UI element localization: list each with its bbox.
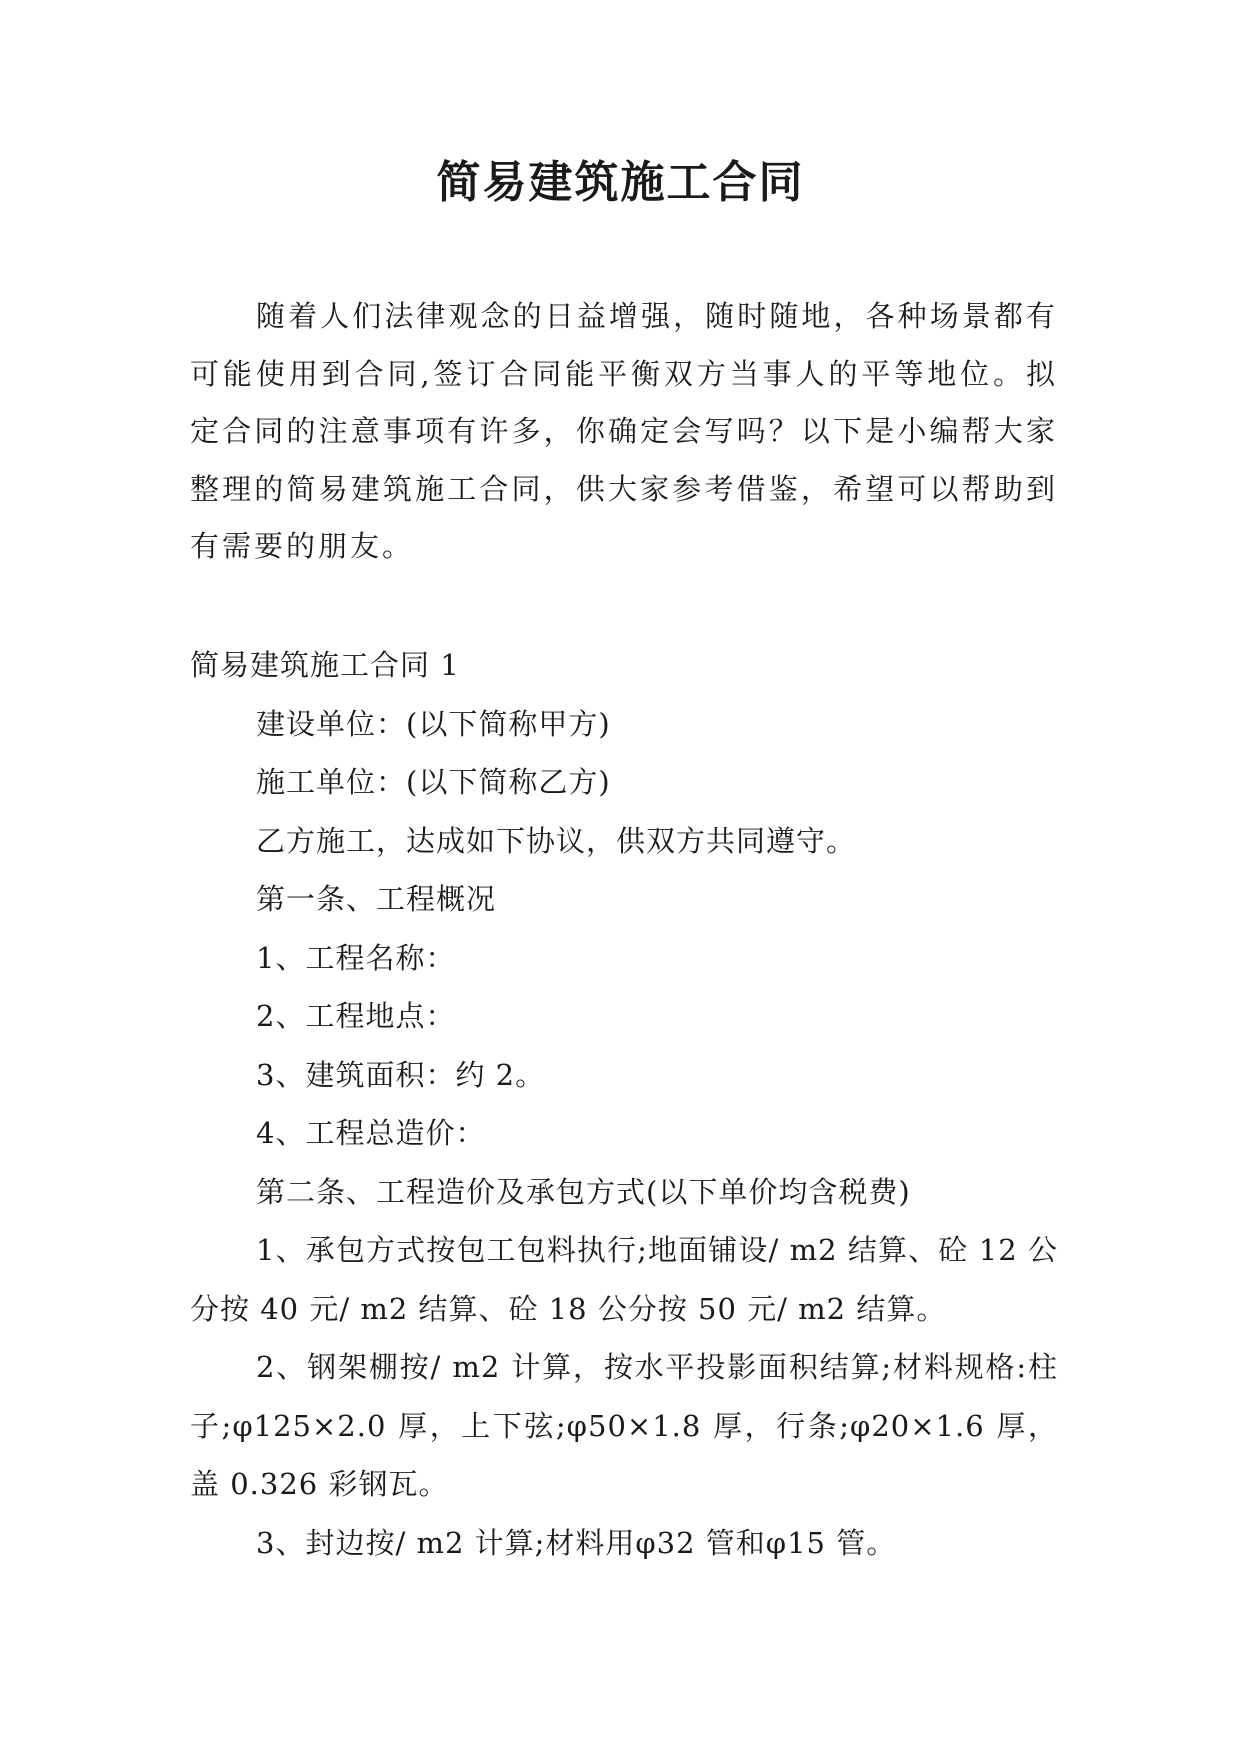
total-cost-item: 4、工程总造价： [256, 1116, 486, 1150]
steel-shed-item: 2、钢架棚按/ m2 计算，按水平投影面积结算;材料规格:柱子;φ125×2.0 厚，上下弦;φ50×1.8 厚，行条;φ20×1.6 厚，盖 0.326 彩钢瓦。 [190, 1350, 1058, 1501]
article-2-heading: 第二条、工程造价及承包方式(以下单价均含税费) [256, 1174, 911, 1209]
clause-party-b: 施工单位：(以下简称乙方) [256, 765, 611, 799]
contract-method-item: 1、承包方式按包工包料执行;地面铺设/ m2 结算、砼 12 公分按 40 元/ m2 结算、砼 18 公分按 50 元/ m2 结算。 [190, 1233, 1058, 1326]
project-location-item: 2、工程地点： [256, 999, 456, 1033]
clause-party-a: 建设单位：(以下简称甲方) [256, 706, 611, 741]
article-1-heading: 第一条、工程概况 [256, 882, 497, 916]
document-title: 简易建筑施工合同 [436, 157, 805, 208]
edge-sealing-item: 3、封边按/ m2 计算;材料用φ32 管和φ15 管。 [256, 1525, 897, 1560]
contract-body [190, 636, 1058, 1572]
section-heading: 简易建筑施工合同 1 [190, 648, 460, 682]
intro-paragraph: 随着人们法律观念的日益增强，随时随地，各种场景都有可能使用到合同,签订合同能平衡双方当事人的平等地位。拟定合同的注意事项有许多，你确定会写吗？以下是小编帮大家整理的简易建筑施工合同，供大家参考借鉴，希望可以帮助到有需要的朋友。 [190, 299, 1058, 563]
clause-agreement: 乙方施工，达成如下协议，供双方共同遵守。 [256, 823, 857, 858]
building-area-item: 3、建筑面积：约 2。 [256, 1057, 546, 1092]
project-name-item: 1、工程名称： [256, 940, 456, 975]
